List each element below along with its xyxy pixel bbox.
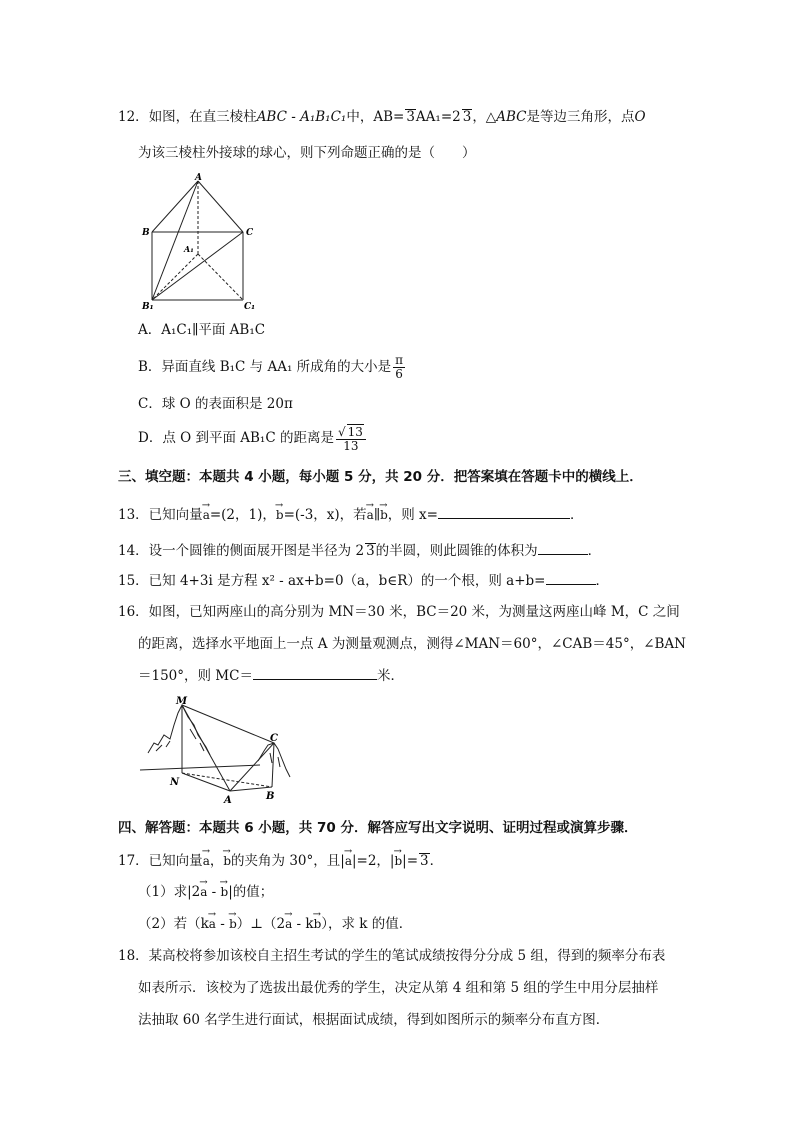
mountains-figure [140,695,300,805]
label-c1: C₁ [244,302,256,312]
q13-answer-blank[interactable] [438,504,570,519]
q15-answer-blank[interactable] [546,570,596,585]
q12-option-a: A．A₁C₁∥平面 AB₁C [138,322,266,338]
label-c: C [246,228,254,238]
q14: 14．设一个圆锥的侧面展开图是半径为 2 3的半圆，则此圆锥的体积为 ． [118,540,601,561]
q14-answer-blank[interactable] [538,540,588,555]
label-m: M [176,696,188,707]
label-a: A [224,795,232,806]
q12-line2: 为该三棱柱外接球的球心，则下列命题正确的是（ ） [138,145,476,161]
q15: 15．已知 4+3i 是方程 x² - ax+b=0（a，b∈R）的一个根，则 a+b= ． [118,570,609,591]
q17-part2: （2）若（k→ a - → b）⊥（2→ a - k→ b），求 k 的值． [138,914,412,934]
q12-option-c: C．球 O 的表面积是 20π [138,396,293,412]
label-c: C [270,733,278,744]
q12-line1: 12．如图，在直三棱柱ABC - A₁B₁C₁中，AB= 3AA₁=2 3，△ABC是等边三角形，点O [118,109,646,125]
label-b: B [142,228,150,238]
q16-answer-blank[interactable] [253,665,377,680]
label-n: N [170,777,180,788]
fraction-pi-6: $\frac{\pi}{6}$ [395,353,404,381]
q12-option-d: D．点 O 到平面 AB₁C 的距离是 $\frac{√ 13}{13}$ [138,422,368,454]
q13: 13．已知向量→ a=(2，1)，→ b=(-3，x)，若→ a∥→ b，则 x= ． [118,504,583,525]
section-3-heading: 三、填空题：本题共 4 小题，每小题 5 分，共 20 分．把答案填在答题卡中的横线上． [118,469,643,485]
q16-line3: ＝150°，则 MC＝ 米． [138,665,404,686]
q18-line1: 18．某高校将参加该校自主招生考试的学生的笔试成绩按得分分成 5 组，得到的频率分布表 [118,948,666,964]
label-b1: B₁ [142,302,154,312]
q18-line2: 如表所示．该校为了选拔出最优秀的学生，决定从第 4 组和第 5 组的学生中用分层抽样 [138,980,659,996]
label-a1: A₁ [184,244,194,254]
section-4-heading: 四、解答题：本题共 6 小题，共 70 分．解答应写出文字说明、证明过程或演算步骤． [118,820,638,836]
prism-figure [140,172,270,312]
q17-part1: （1）求|2→ a - → b|的值； [138,882,273,902]
q16-line1: 16．如图，已知两座山的高分别为 MN＝30 米，BC＝20 米，为测量这两座山峰 M，C 之间 [118,604,680,620]
fraction-root13-13: $\frac{√ 13}{13}$ [336,424,366,453]
label-b: B [266,791,275,802]
label-a: A [195,173,202,183]
q12-option-b: B．异面直线 B₁C 与 AA₁ 所成角的大小是 $\frac{\pi}{6}$ [138,353,404,381]
q18-line3: 法抽取 60 名学生进行面试，根据面试成绩，得到如图所示的频率分布直方图． [138,1012,610,1028]
q17: 17．已知向量→ a，→ b的夹角为 30°，且|→ a|=2，|→ b|= 3． [118,851,443,871]
q16-line2: 的距离，选择水平地面上一点 A 为测量观测点，测得∠MAN＝60°，∠CAB＝45°，∠BAN [138,636,686,652]
